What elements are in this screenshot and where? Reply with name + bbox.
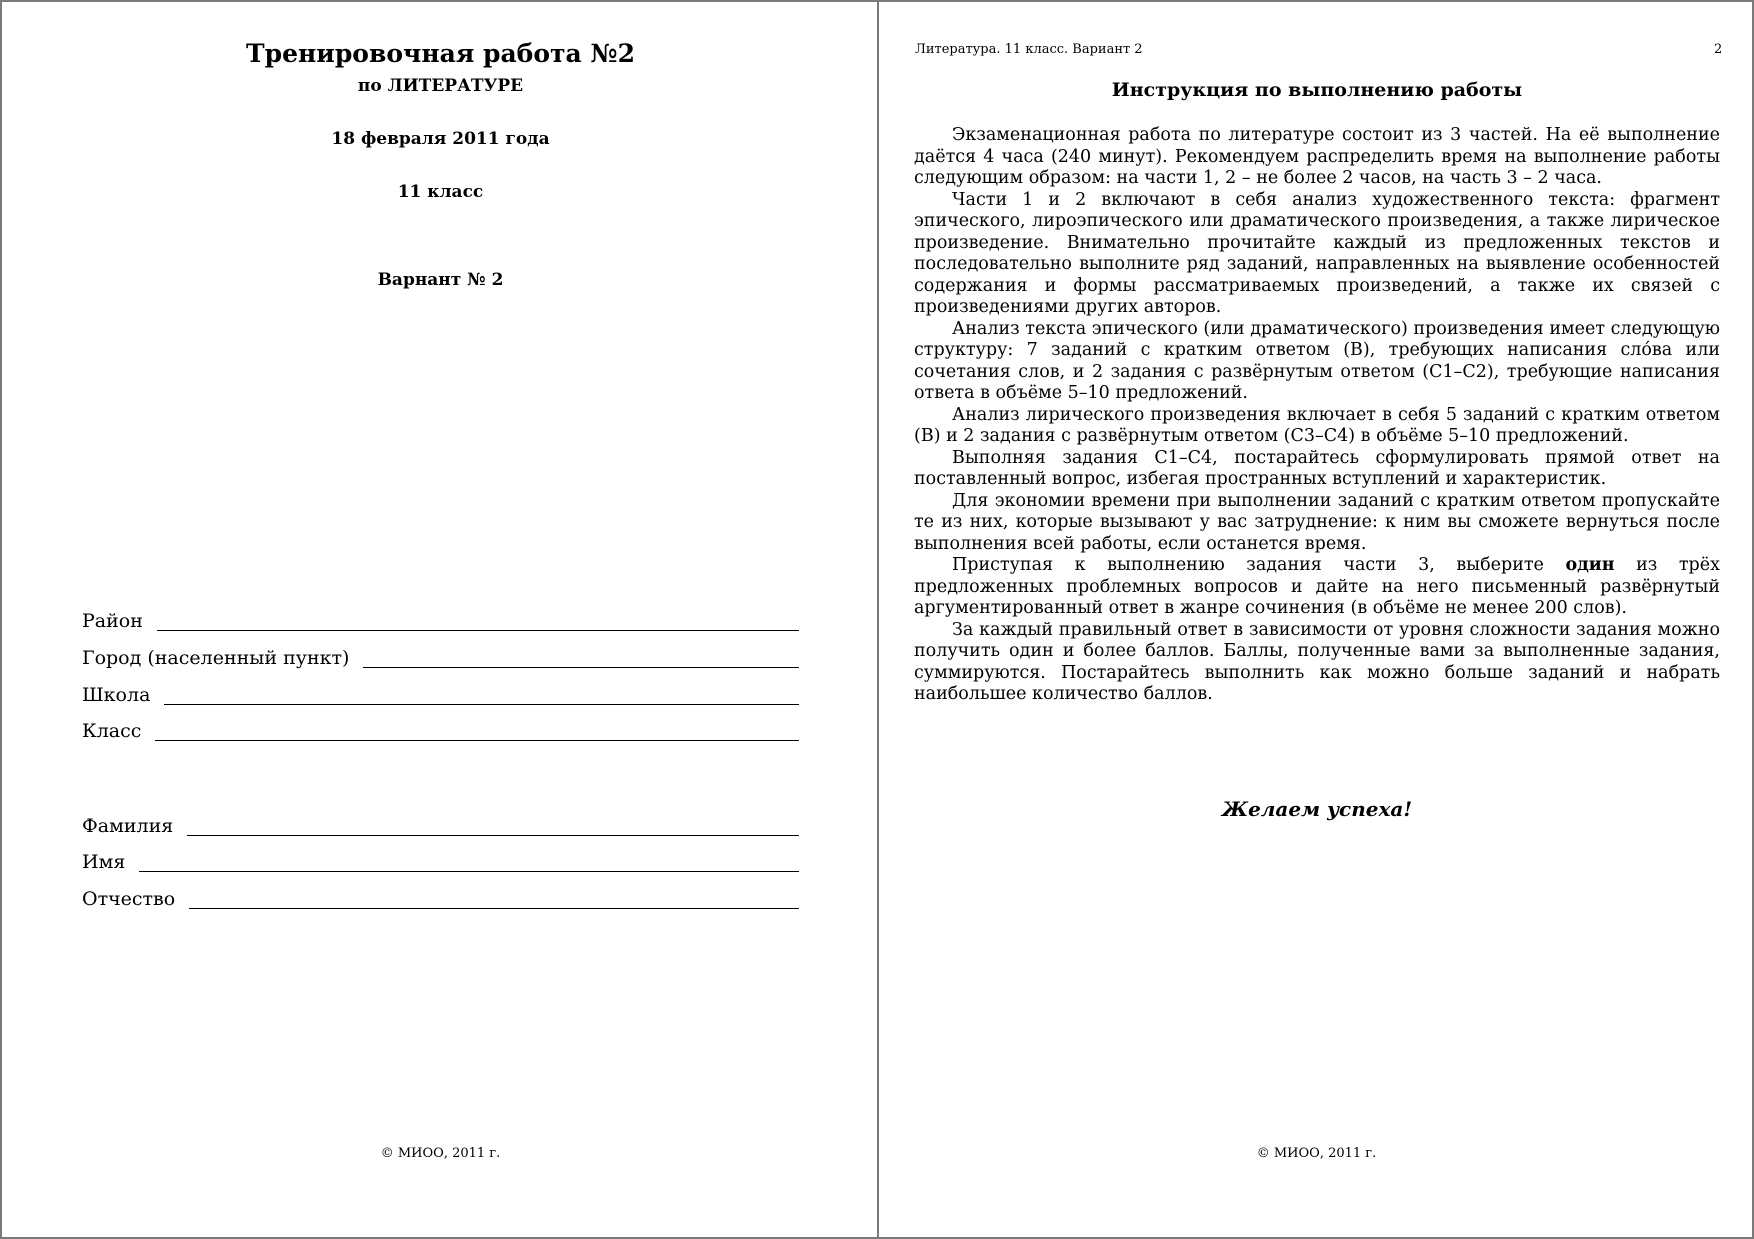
class-label: Класс	[82, 720, 142, 742]
surname-field	[82, 809, 799, 839]
class-field	[82, 714, 799, 744]
instructions-body	[914, 125, 1720, 706]
copyright-left: © МИОО, 2011 г.	[380, 1146, 501, 1161]
surname-line	[187, 835, 799, 836]
document-variant: Варнант № 2	[377, 270, 504, 290]
paragraph-7-emphasis: один	[1565, 555, 1615, 575]
name-label: Имя	[82, 851, 126, 873]
document-date: 18 февраля 2011 года	[331, 129, 550, 149]
title-page	[2, 2, 879, 1237]
running-head: Литература. 11 класс. Вариант 2	[915, 42, 1143, 57]
patronymic-line	[189, 908, 799, 909]
school-line	[164, 704, 799, 705]
document-grade: 11 класс	[397, 182, 484, 202]
instructions-title: Инструкция по выполнению работы	[1111, 79, 1523, 101]
surname-label: Фамилия	[82, 815, 174, 837]
patronymic-label: Отчество	[82, 888, 176, 910]
document-subject: по ЛИТЕРАТУРЕ	[357, 76, 524, 96]
school-label: Школа	[82, 684, 151, 706]
city-line	[363, 667, 799, 668]
instruction-paragraph-3: Анализ текста эпического (или драматического) произведения имеет следующую структуру: 7 заданий с кратким ответом (В), требующих написания сло́ва или сочетания слов, и 2 задания с развёрнутым ответом (С1–С2), требующие написания ответа в объёме 5–10 предложений.	[914, 318, 1720, 403]
instruction-paragraph-7	[914, 555, 1720, 620]
good-luck-wish: Желаем успеха!	[1221, 797, 1413, 821]
instruction-paragraph-4: Анализ лирического произведения включает в себя 5 заданий с кратким ответом (В) и 2 задания с развёрнутым ответом (С3–С4) в объёме 5–10 предложений.	[914, 404, 1720, 446]
instruction-paragraph-5: Выполняя задания С1–С4, постарайтесь сформулировать прямой ответ на поставленный вопрос, избегая пространных вступлений и характеристик.	[914, 447, 1720, 489]
copyright-right: © МИОО, 2011 г.	[1256, 1146, 1377, 1161]
page-number: 2	[1714, 42, 1723, 57]
instructions-page	[879, 2, 1754, 1237]
class-line	[155, 740, 799, 741]
city-label: Город (населенный пункт)	[82, 647, 350, 669]
instruction-paragraph-6: Для экономии времени при выполнении заданий с кратким ответом пропускайте те из них, которые вызывают у вас затруднение: к ним вы сможете вернуться после выполнения всей работы, если останется время.	[914, 490, 1720, 554]
instruction-paragraph-8: За каждый правильный ответ в зависимости от уровня сложности задания можно получить один и более баллов. Баллы, полученные вами за выполненные задания, суммируются. Постарайтесь выполнить как можно больше заданий и набрать наибольшее количество баллов.	[914, 619, 1720, 704]
name-line	[139, 871, 799, 872]
name-field	[82, 845, 799, 875]
paragraph-7-start: Приступая к выполнению задания части 3, выберите	[952, 555, 1566, 575]
district-line	[157, 630, 799, 631]
city-field	[82, 641, 799, 671]
district-field	[82, 604, 799, 634]
document-title: Тренировочная работа №2	[246, 39, 635, 68]
paragraph-7-end: из трёх предложенных проблемных вопросов и дайте на него письменный развёрнутый аргументированный ответ в жанре сочинения (в объёме не менее 200 слов).	[914, 555, 1720, 618]
district-label: Район	[82, 610, 143, 632]
instruction-paragraph-2: Части 1 и 2 включают в себя анализ художественного текста: фрагмент эпического, лироэпического или драматического произведения, а также лирическое произведение. Внимательно прочитайте каждый из предложенных текстов и последовательно выполните ряд заданий, направленных на выявление особенностей содержания и формы рассматриваемых произведений, а также их связей с произведениями других авторов.	[914, 189, 1720, 317]
patronymic-field	[82, 882, 799, 912]
school-field	[82, 678, 799, 708]
instruction-paragraph-1: Экзаменационная работа по литературе состоит из 3 частей. На её выполнение даётся 4 часа (240 минут). Рекомендуем распределить время на выполнение работы следующим образом: на части 1, 2 – не более 2 часов, на часть 3 – 2 часа.	[914, 125, 1720, 188]
